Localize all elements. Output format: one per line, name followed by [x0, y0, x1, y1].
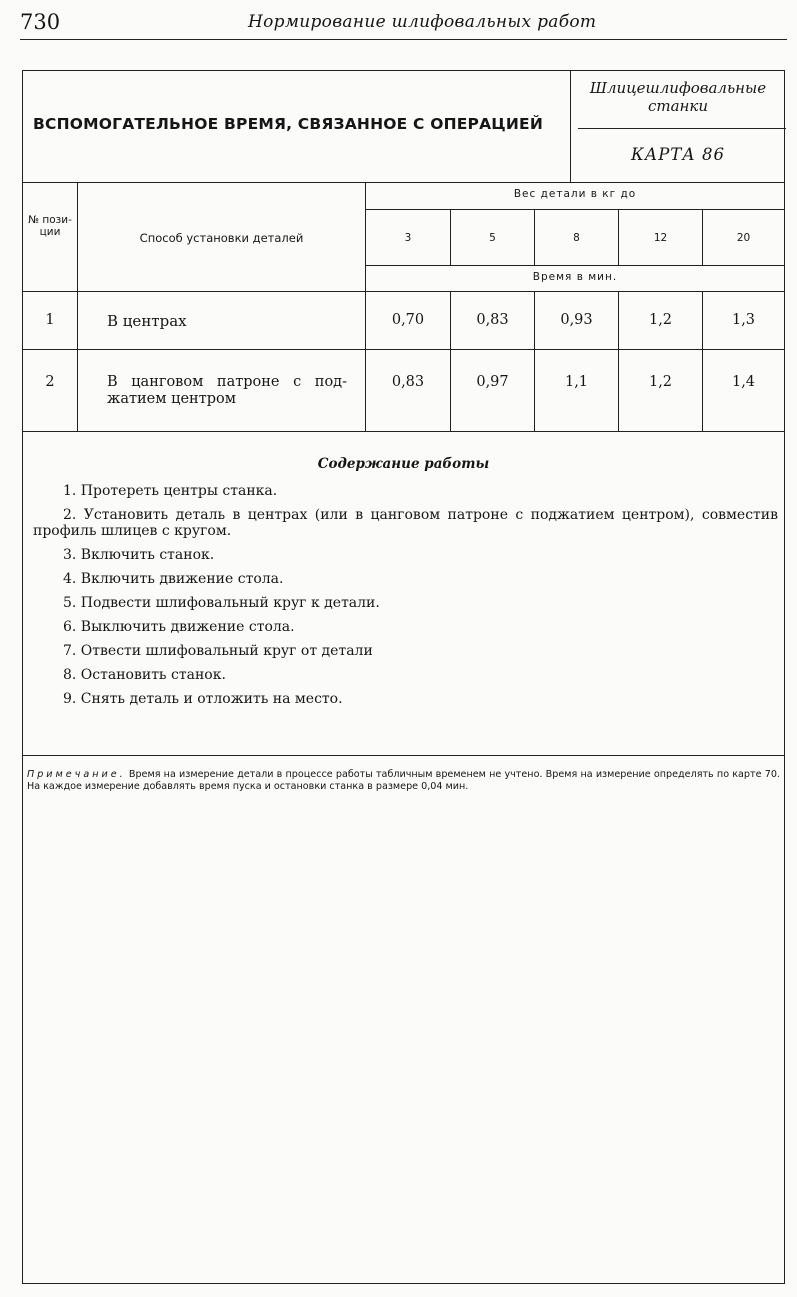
work-step-9: 9. Снять деталь и отложить на место.	[63, 691, 343, 707]
machine-type-line2: станки	[647, 97, 709, 115]
weight-header: Вес детали в кг до	[513, 188, 637, 200]
card-frame	[22, 70, 785, 1284]
row2-value-4: 1,2	[648, 374, 673, 390]
row2-value-3: 1,1	[564, 374, 589, 390]
note-rule	[23, 755, 784, 756]
work-step-8: 8. Остановить станок.	[63, 667, 226, 683]
time-header: Время в мин.	[532, 271, 618, 283]
row1-value-4: 1,2	[648, 312, 673, 328]
col-header-pos: № пози- ции	[28, 214, 72, 238]
row2-value-2: 0,97	[476, 374, 509, 390]
row2-value-1: 0,83	[391, 374, 425, 390]
work-step-2: 2. Установить деталь в центрах (или в цанговом патроне с поджатием центром), совместив профиль шлицев с кругом.	[33, 507, 778, 539]
col-divider-pos	[77, 182, 78, 431]
header-bottom-rule	[23, 291, 784, 292]
work-step-5: 5. Подвести шлифовальный круг к детали.	[63, 595, 380, 611]
card-header	[23, 71, 784, 183]
header-mid-rule	[578, 128, 786, 129]
work-content-title: Содержание работы	[317, 456, 490, 472]
time-table	[23, 182, 784, 432]
weight-col-5: 20	[736, 232, 751, 244]
running-head: Нормирование шлифовальных работ	[248, 12, 597, 32]
row2-value-5: 1,4	[731, 374, 756, 390]
row1-value-5: 1,3	[731, 312, 756, 328]
page-number: 730	[20, 10, 61, 34]
header-rule	[20, 39, 787, 40]
row2-method: В цанговом патроне с под- жатием центром	[107, 374, 347, 407]
work-step-6: 6. Выключить движение стола.	[63, 619, 295, 635]
row-divider	[23, 349, 784, 350]
row1-method: В центрах	[107, 312, 187, 330]
weight-header-rule	[366, 209, 784, 210]
row1-value-2: 0,83	[476, 312, 509, 328]
time-header-rule-top	[366, 265, 784, 266]
machine-type-line1: Шлицешлифовальные	[589, 79, 767, 97]
row1-value-3: 0,93	[560, 312, 593, 328]
weight-col-3: 8	[573, 232, 580, 244]
card-title: ВСПОМОГАТЕЛЬНОЕ ВРЕМЯ, СВЯЗАННОЕ С ОПЕРАЦИЕЙ	[33, 115, 544, 133]
note-text: Время на измерение детали в процессе работы табличным временем не учтено. Время на измерение определять по карте 70. На каждое измерение добавлять время пуска и остановки станка в размере 0,04 мин.	[27, 769, 780, 792]
weight-col-1: 3	[404, 232, 412, 244]
work-step-7: 7. Отвести шлифовальный круг от детали	[63, 643, 373, 659]
footnote	[27, 769, 780, 793]
col-divider-method	[365, 182, 366, 431]
weight-col-4: 12	[653, 232, 668, 244]
row1-value-1: 0,70	[391, 312, 425, 328]
note-label: Примечание.	[27, 769, 126, 780]
work-step-1: 1. Протереть центры станка.	[63, 483, 278, 499]
machine-type	[571, 79, 785, 115]
work-step-4: 4. Включить движение стола.	[63, 571, 284, 587]
card-number: КАРТА 86	[630, 145, 726, 164]
work-steps-list	[33, 483, 778, 715]
row1-pos: 1	[45, 312, 55, 328]
weight-col-2: 5	[489, 232, 496, 244]
row2-pos: 2	[45, 374, 55, 390]
work-step-3: 3. Включить станок.	[63, 547, 215, 563]
col-header-method: Способ установки деталей	[139, 231, 304, 245]
